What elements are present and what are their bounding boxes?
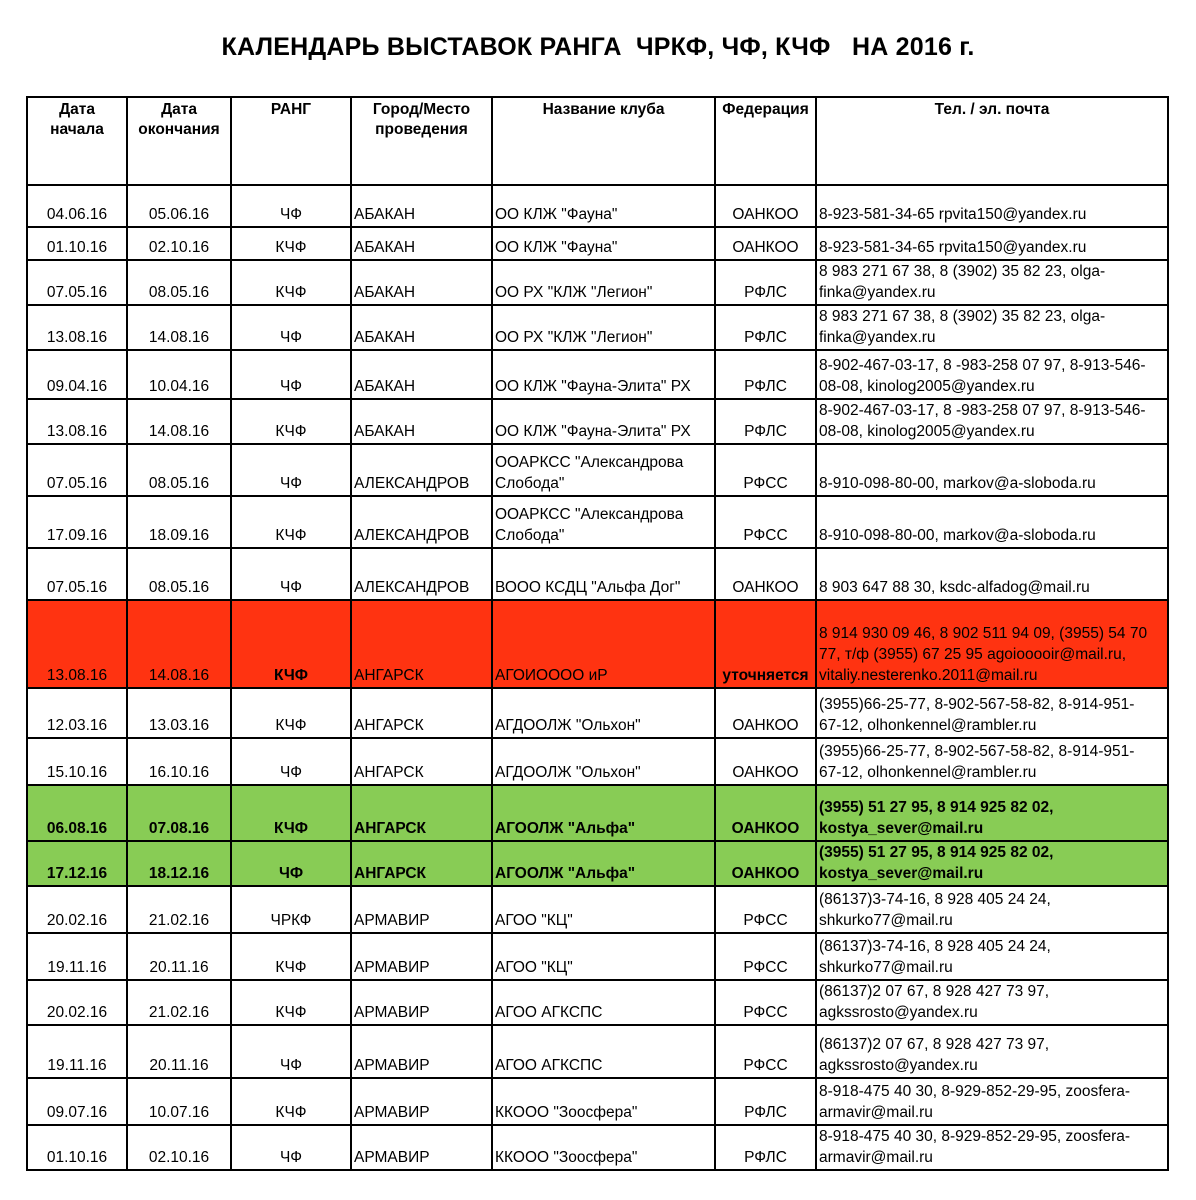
- cell-city: АБАКАН: [351, 350, 492, 399]
- cell-federation: РФЛС: [715, 1078, 816, 1125]
- table-row: [27, 399, 1168, 444]
- cell-federation: уточняется: [715, 600, 816, 688]
- cell-rank: КЧФ: [231, 227, 351, 260]
- cell-club: АГООЛЖ "Альфа": [492, 785, 715, 841]
- table-row: [27, 1125, 1168, 1170]
- cell-contacts: 8 983 271 67 38, 8 (3902) 35 82 23, olga- finka@yandex.ru: [816, 305, 1168, 350]
- cell-federation: ОАНКОО: [715, 688, 816, 738]
- header-rank: РАНГ: [231, 97, 351, 185]
- cell-club: АГОО АГКСПС: [492, 1025, 715, 1078]
- cell-rank: КЧФ: [231, 688, 351, 738]
- table-row: [27, 600, 1168, 688]
- cell-end-date: 02.10.16: [127, 227, 231, 260]
- header-contacts: Тел. / эл. почта: [816, 97, 1168, 185]
- cell-rank: КЧФ: [231, 933, 351, 980]
- cell-club: ОО КЛЖ "Фауна": [492, 185, 715, 227]
- cell-end-date: 14.08.16: [127, 399, 231, 444]
- cell-end-date: 14.08.16: [127, 305, 231, 350]
- cell-contacts: 8-910-098-80-00, markov@a-sloboda.ru: [816, 496, 1168, 548]
- cell-contacts: 8-923-581-34-65 rpvita150@yandex.ru: [816, 227, 1168, 260]
- cell-contacts: (86137)2 07 67, 8 928 427 73 97, agkssrosto@yandex.ru: [816, 980, 1168, 1025]
- table-row: [27, 548, 1168, 600]
- cell-end-date: 18.09.16: [127, 496, 231, 548]
- cell-start-date: 07.05.16: [27, 548, 127, 600]
- cell-end-date: 10.07.16: [127, 1078, 231, 1125]
- table-row: [27, 980, 1168, 1025]
- cell-federation: РФЛС: [715, 1125, 816, 1170]
- cell-contacts: (3955) 51 27 95, 8 914 925 82 02, kostya_sever@mail.ru: [816, 785, 1168, 841]
- cell-rank: КЧФ: [231, 785, 351, 841]
- cell-club: АГДООЛЖ "Ольхон": [492, 738, 715, 785]
- cell-contacts: 8-918-475 40 30, 8-929-852-29-95, zoosfera- armavir@mail.ru: [816, 1125, 1168, 1170]
- cell-start-date: 12.03.16: [27, 688, 127, 738]
- cell-start-date: 19.11.16: [27, 1025, 127, 1078]
- cell-rank: КЧФ: [231, 496, 351, 548]
- cell-contacts: (3955) 51 27 95, 8 914 925 82 02, kostya_sever@mail.ru: [816, 841, 1168, 886]
- cell-start-date: 13.08.16: [27, 305, 127, 350]
- cell-start-date: 09.07.16: [27, 1078, 127, 1125]
- table-header-row: [27, 97, 1168, 185]
- cell-start-date: 09.04.16: [27, 350, 127, 399]
- cell-club: ОО РХ "КЛЖ "Легион": [492, 305, 715, 350]
- header-city: Город/Место проведения: [351, 97, 492, 185]
- cell-city: АБАКАН: [351, 305, 492, 350]
- cell-rank: КЧФ: [231, 260, 351, 305]
- cell-end-date: 08.05.16: [127, 260, 231, 305]
- cell-start-date: 01.10.16: [27, 1125, 127, 1170]
- cell-contacts: 8-902-467-03-17, 8 -983-258 07 97, 8-913-546- 08-08, kinolog2005@yandex.ru: [816, 399, 1168, 444]
- cell-club: ОО РХ "КЛЖ "Легион": [492, 260, 715, 305]
- cell-start-date: 07.05.16: [27, 260, 127, 305]
- cell-start-date: 01.10.16: [27, 227, 127, 260]
- cell-end-date: 21.02.16: [127, 980, 231, 1025]
- cell-city: АБАКАН: [351, 185, 492, 227]
- cell-rank: ЧФ: [231, 444, 351, 496]
- cell-club: ООАРКСС "Александрова Слобода": [492, 444, 715, 496]
- cell-rank: КЧФ: [231, 600, 351, 688]
- cell-city: АРМАВИР: [351, 933, 492, 980]
- cell-start-date: 17.12.16: [27, 841, 127, 886]
- page-title: КАЛЕНДАРЬ ВЫСТАВОК РАНГА ЧРКФ, ЧФ, КЧФ НА 2016 г.: [221, 33, 975, 61]
- cell-start-date: 13.08.16: [27, 399, 127, 444]
- cell-city: АБАКАН: [351, 260, 492, 305]
- cell-club: АГОИОООО иР: [492, 600, 715, 688]
- cell-end-date: 18.12.16: [127, 841, 231, 886]
- cell-rank: ЧФ: [231, 350, 351, 399]
- cell-contacts: 8-902-467-03-17, 8 -983-258 07 97, 8-913-546- 08-08, kinolog2005@yandex.ru: [816, 350, 1168, 399]
- cell-rank: ЧФ: [231, 185, 351, 227]
- table-row: [27, 227, 1168, 260]
- cell-city: АБАКАН: [351, 399, 492, 444]
- table-row: [27, 185, 1168, 227]
- cell-end-date: 02.10.16: [127, 1125, 231, 1170]
- cell-club: ОО КЛЖ "Фауна": [492, 227, 715, 260]
- cell-federation: ОАНКОО: [715, 738, 816, 785]
- cell-start-date: 15.10.16: [27, 738, 127, 785]
- cell-federation: РФСС: [715, 1025, 816, 1078]
- cell-city: АЛЕКСАНДРОВ: [351, 444, 492, 496]
- table-row: [27, 444, 1168, 496]
- cell-club: АГОО "КЦ": [492, 933, 715, 980]
- cell-federation: РФЛС: [715, 350, 816, 399]
- cell-city: АРМАВИР: [351, 1125, 492, 1170]
- cell-contacts: 8-923-581-34-65 rpvita150@yandex.ru: [816, 185, 1168, 227]
- cell-club: ОО КЛЖ "Фауна-Элита" РХ: [492, 350, 715, 399]
- table-row: [27, 886, 1168, 933]
- cell-city: АЛЕКСАНДРОВ: [351, 496, 492, 548]
- exhibition-calendar-table: [26, 96, 1169, 1171]
- cell-contacts: (86137)3-74-16, 8 928 405 24 24, shkurko77@mail.ru: [816, 886, 1168, 933]
- cell-start-date: 20.02.16: [27, 980, 127, 1025]
- cell-start-date: 07.05.16: [27, 444, 127, 496]
- cell-contacts: 8 903 647 88 30, ksdc-alfadog@mail.ru: [816, 548, 1168, 600]
- cell-federation: ОАНКОО: [715, 841, 816, 886]
- cell-club: АГДООЛЖ "Ольхон": [492, 688, 715, 738]
- cell-end-date: 10.04.16: [127, 350, 231, 399]
- table-row: [27, 260, 1168, 305]
- cell-contacts: 8 983 271 67 38, 8 (3902) 35 82 23, olga- finka@yandex.ru: [816, 260, 1168, 305]
- cell-federation: РФСС: [715, 933, 816, 980]
- cell-end-date: 16.10.16: [127, 738, 231, 785]
- cell-start-date: 04.06.16: [27, 185, 127, 227]
- cell-contacts: 8-910-098-80-00, markov@a-sloboda.ru: [816, 444, 1168, 496]
- cell-city: АРМАВИР: [351, 1078, 492, 1125]
- cell-rank: ЧФ: [231, 1025, 351, 1078]
- cell-city: АРМАВИР: [351, 1025, 492, 1078]
- table-row: [27, 841, 1168, 886]
- table-row: [27, 933, 1168, 980]
- cell-federation: ОАНКОО: [715, 785, 816, 841]
- cell-federation: ОАНКОО: [715, 548, 816, 600]
- cell-city: АЛЕКСАНДРОВ: [351, 548, 492, 600]
- cell-federation: ОАНКОО: [715, 227, 816, 260]
- cell-federation: РФСС: [715, 444, 816, 496]
- cell-contacts: 8 914 930 09 46, 8 902 511 94 09, (3955) 54 70 77, т/ф (3955) 67 25 95 agoiooooir@mail.ru, vitaliy.nesterenko.2011@mail.ru: [816, 600, 1168, 688]
- table-row: [27, 1025, 1168, 1078]
- table-row: [27, 350, 1168, 399]
- cell-end-date: 05.06.16: [127, 185, 231, 227]
- table-row: [27, 738, 1168, 785]
- cell-contacts: (3955)66-25-77, 8-902-567-58-82, 8-914-951- 67-12, olhonkennel@rambler.ru: [816, 688, 1168, 738]
- cell-end-date: 14.08.16: [127, 600, 231, 688]
- cell-start-date: 19.11.16: [27, 933, 127, 980]
- cell-federation: РФСС: [715, 496, 816, 548]
- table-row: [27, 496, 1168, 548]
- cell-rank: КЧФ: [231, 399, 351, 444]
- cell-rank: ЧФ: [231, 841, 351, 886]
- cell-start-date: 20.02.16: [27, 886, 127, 933]
- cell-federation: ОАНКОО: [715, 185, 816, 227]
- cell-rank: ЧФ: [231, 738, 351, 785]
- cell-club: ООАРКСС "Александрова Слобода": [492, 496, 715, 548]
- cell-contacts: (86137)3-74-16, 8 928 405 24 24, shkurko77@mail.ru: [816, 933, 1168, 980]
- cell-club: ККООО "Зоосфера": [492, 1078, 715, 1125]
- cell-end-date: 20.11.16: [127, 1025, 231, 1078]
- cell-club: ККООО "Зоосфера": [492, 1125, 715, 1170]
- cell-city: АНГАРСК: [351, 600, 492, 688]
- table-row: [27, 305, 1168, 350]
- cell-club: ОО КЛЖ "Фауна-Элита" РХ: [492, 399, 715, 444]
- cell-federation: РФЛС: [715, 399, 816, 444]
- cell-federation: РФСС: [715, 886, 816, 933]
- cell-federation: РФЛС: [715, 305, 816, 350]
- cell-contacts: (3955)66-25-77, 8-902-567-58-82, 8-914-951- 67-12, olhonkennel@rambler.ru: [816, 738, 1168, 785]
- cell-contacts: (86137)2 07 67, 8 928 427 73 97, agkssrosto@yandex.ru: [816, 1025, 1168, 1078]
- cell-rank: ЧФ: [231, 305, 351, 350]
- cell-city: АРМАВИР: [351, 886, 492, 933]
- cell-end-date: 21.02.16: [127, 886, 231, 933]
- header-club: Название клуба: [492, 97, 715, 185]
- cell-city: АНГАРСК: [351, 785, 492, 841]
- cell-club: АГОО "КЦ": [492, 886, 715, 933]
- cell-end-date: 20.11.16: [127, 933, 231, 980]
- cell-start-date: 06.08.16: [27, 785, 127, 841]
- table-row: [27, 785, 1168, 841]
- cell-rank: ЧРКФ: [231, 886, 351, 933]
- cell-end-date: 13.03.16: [127, 688, 231, 738]
- cell-city: АНГАРСК: [351, 841, 492, 886]
- cell-city: АНГАРСК: [351, 738, 492, 785]
- cell-federation: РФЛС: [715, 260, 816, 305]
- cell-rank: КЧФ: [231, 1078, 351, 1125]
- cell-rank: ЧФ: [231, 548, 351, 600]
- cell-city: АНГАРСК: [351, 688, 492, 738]
- cell-start-date: 13.08.16: [27, 600, 127, 688]
- header-end-date: Дата окончания: [127, 97, 231, 185]
- table-row: [27, 1078, 1168, 1125]
- cell-city: АРМАВИР: [351, 980, 492, 1025]
- cell-end-date: 08.05.16: [127, 444, 231, 496]
- cell-club: АГООЛЖ "Альфа": [492, 841, 715, 886]
- cell-federation: РФСС: [715, 980, 816, 1025]
- cell-end-date: 07.08.16: [127, 785, 231, 841]
- table-body: [27, 185, 1168, 1170]
- cell-end-date: 08.05.16: [127, 548, 231, 600]
- cell-start-date: 17.09.16: [27, 496, 127, 548]
- cell-rank: КЧФ: [231, 980, 351, 1025]
- cell-city: АБАКАН: [351, 227, 492, 260]
- cell-club: АГОО АГКСПС: [492, 980, 715, 1025]
- cell-club: ВООО КСДЦ "Альфа Дог": [492, 548, 715, 600]
- cell-rank: ЧФ: [231, 1125, 351, 1170]
- cell-contacts: 8-918-475 40 30, 8-929-852-29-95, zoosfera- armavir@mail.ru: [816, 1078, 1168, 1125]
- header-start-date: Дата начала: [27, 97, 127, 185]
- table-row: [27, 688, 1168, 738]
- header-federation: Федерация: [715, 97, 816, 185]
